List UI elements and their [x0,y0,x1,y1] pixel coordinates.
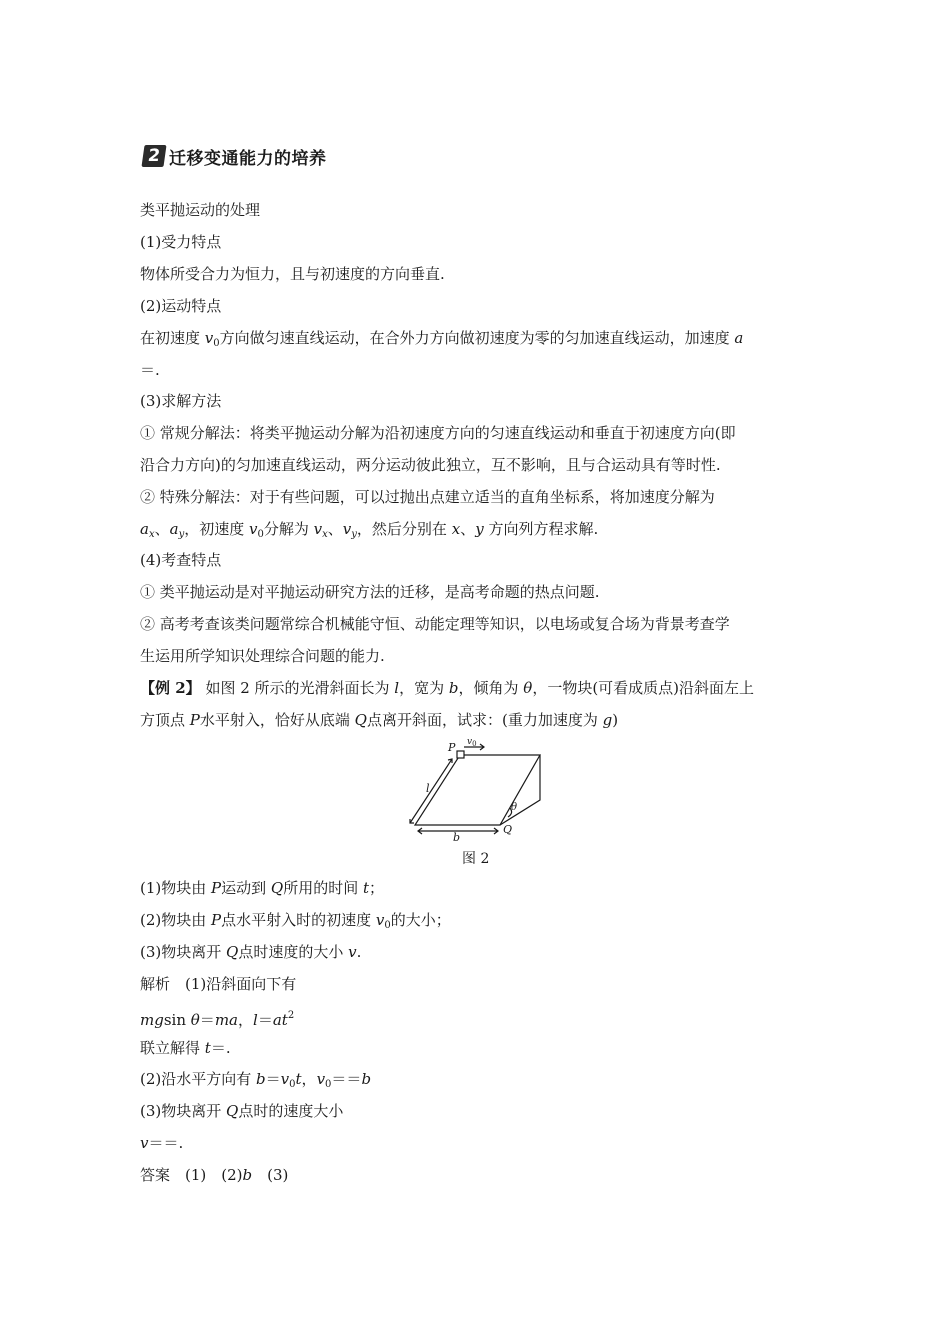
p4-item2-line1: ② 高考考查该类问题常综合机械能守恒、动能定理等知识，以电场或复合场为背景考查学 [140,615,730,633]
section-header [143,143,327,169]
p3-method1-line2: 沿合力方向)的匀加速直线运动，两分运动彼此独立，互不影响，且与合运动具有等时性. [140,456,721,474]
length-marker [410,759,452,823]
question-3: (3)物块离开 Q点时速度的大小 v. [140,943,362,961]
p1-text: 物体所受合力为恒力，且与初速度的方向垂直. [140,265,445,283]
p1-heading: (1)受力特点 [140,233,222,251]
intro-text: 类平抛运动的处理 [140,201,261,219]
incline-surface [415,755,540,825]
p3-method1-line1: ① 常规分解法：将类平抛运动分解为沿初速度方向的匀速直线运动和垂直于初速度方向(即 [140,424,736,442]
label-b: b [453,831,461,844]
block [457,751,464,758]
solution-eq3: (2)沿水平方向有 $b=v_0t$，$v_0==b$ [140,1070,372,1090]
incline-figure [400,735,560,845]
solution-eq2: 联立解得 t＝. [140,1039,231,1057]
label-l: l [426,782,430,795]
p4-heading: (4)考查特点 [140,551,222,569]
p2-text-cont: ＝. [140,361,160,379]
example-line2: 方顶点 P水平射入，恰好从底端 Q点离开斜面，试求：(重力加速度为 g) [140,711,619,729]
p2-text: 在初速度 $v_0$方向做匀速直线运动，在合外力方向做初速度为零的匀加速直线运动，加速度 a [140,329,744,349]
example-line1: 【例 2】 如图 2 所示的光滑斜面长为 l，宽为 b，倾角为 θ，一物块(可看成质点)沿斜面左上 [140,679,755,697]
p3-heading: (3)求解方法 [140,392,222,410]
label-v: $v_0$ [467,737,477,748]
solution-eq1: mgsin θ＝ma，$l=at^2$ [140,1010,295,1029]
figure-caption: 图 2 [462,851,490,867]
p2-heading: (2)运动特点 [140,297,222,315]
p3-method2-line1: ② 特殊分解法：对于有些问题，可以过抛出点建立适当的直角坐标系，将加速度分解为 [140,488,715,506]
solution-head: 解析 (1)沿斜面向下有 [140,975,297,993]
p3-method2-line2: $a_x$、$a_y$，初速度 $v_0$分解为 $v_x$、$v_y$，然后分别在 x、y 方向列方程求解. [140,520,599,540]
question-1: (1)物块由 P运动到 Q所用的时间 t； [140,879,385,897]
question-2: (2)物块由 P点水平射入时的初速度 $v_0$的大小； [140,911,451,931]
label-p: P [448,741,456,754]
section-number-badge: 2 [141,145,166,167]
label-theta: θ [511,802,518,813]
section-title: 迁移变通能力的培养 [169,148,327,169]
solution-eq4: (3)物块离开 Q点时的速度大小 [140,1102,344,1120]
answer-line: 答案 (1) (2)b (3) [140,1166,289,1184]
example-tag: 【例 2】 [140,679,201,697]
p4-item2-line2: 生运用所学知识处理综合问题的能力. [140,647,385,665]
p4-item1: ① 类平抛运动是对平抛运动研究方法的迁移，是高考命题的热点问题. [140,583,600,601]
solution-eq5: v＝＝. [140,1134,184,1152]
label-q: Q [503,823,513,836]
